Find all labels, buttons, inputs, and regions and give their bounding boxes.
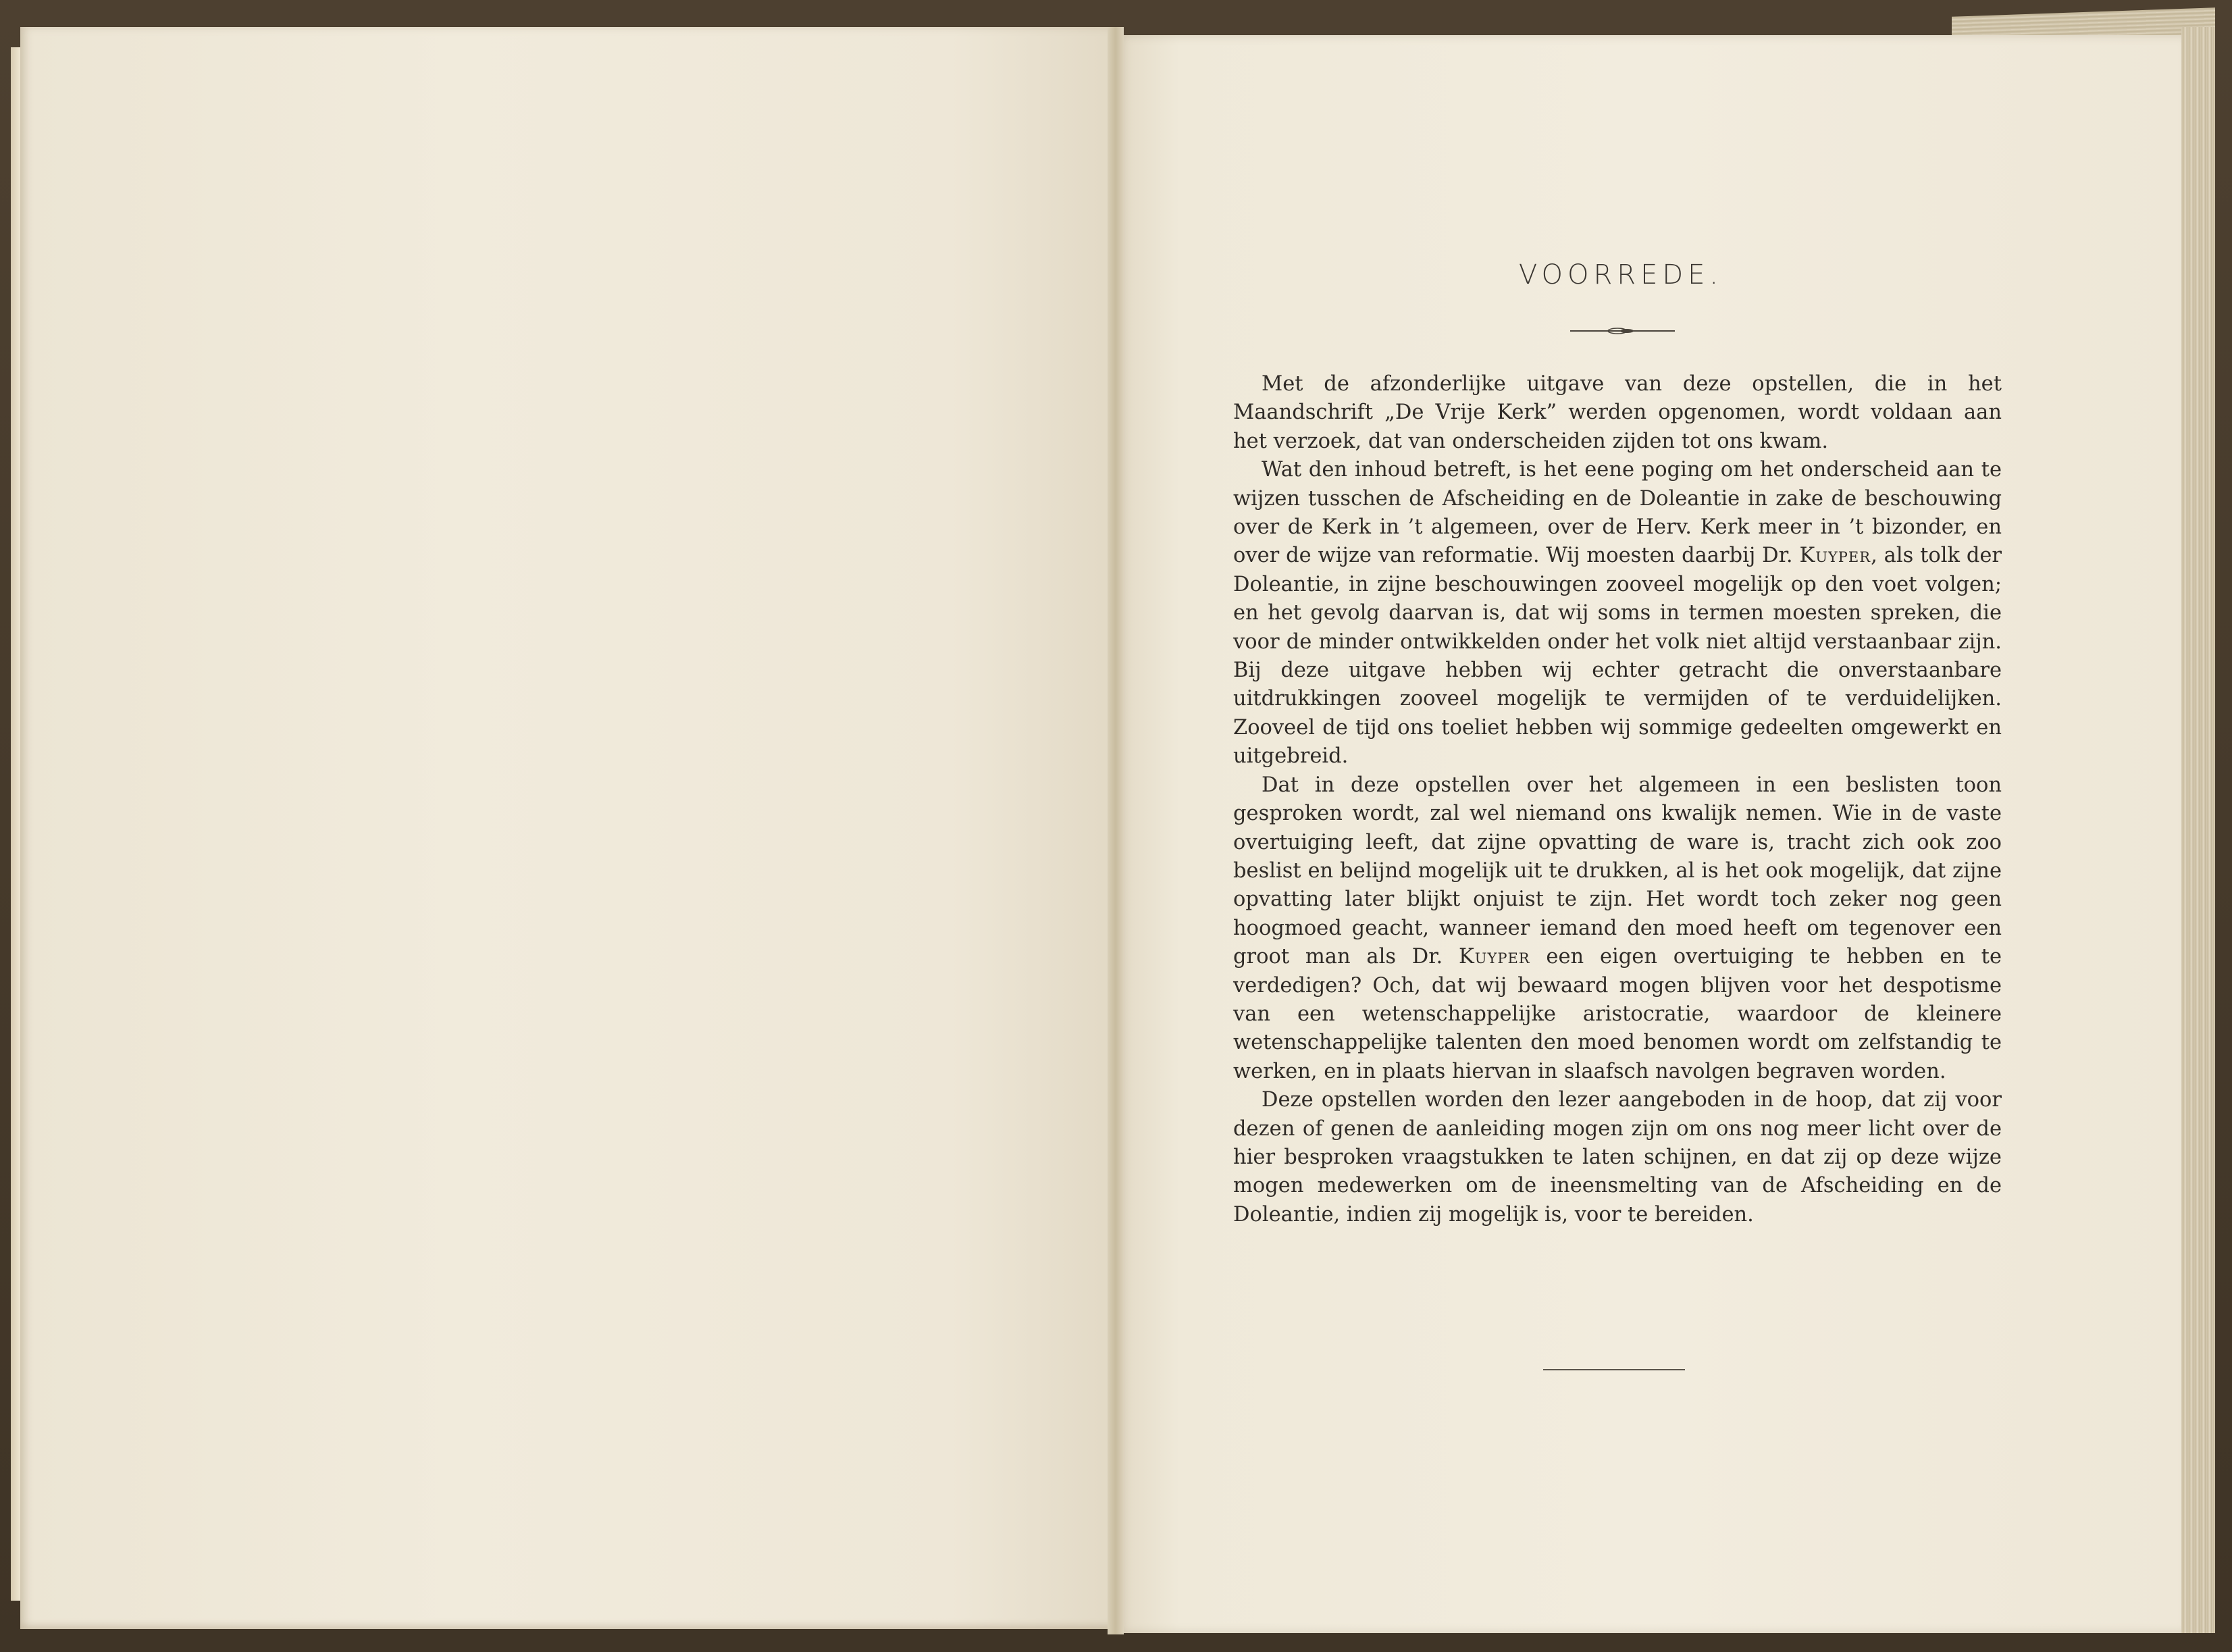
page-block-side-edges xyxy=(2181,27,2215,1633)
preface-text xyxy=(1233,370,2002,1229)
title-ornament-divider xyxy=(1570,324,1675,338)
paragraph-4: Deze opstellen worden den lezer aangeboden in de hoop, dat zij voor dezen of genen de aanleiding mogen zijn om ons nog meer licht over de hier besproken vraagstukken te laten schijnen, en dat zij op deze wijze mogen medewerken om de ineensmelting van de Afscheiding en de Doleantie, indien zij mogelijk is, voor te bereiden. xyxy=(1233,1088,2002,1227)
author-name-kuyper: Kuyper xyxy=(1458,945,1530,969)
paragraph-3: Dat in deze opstellen over het algemeen in een beslisten toon gesproken wordt, zal wel niemand ons kwalijk nemen. Wie in de vaste overtuiging leeft, dat zijne opvatting de ware is, tracht zich ook zoo beslist en belijnd mogelijk uit te drukken, al is het ook mogelijk, dat zijne opvatting later blijkt onjuist te zijn. Het wordt toch zeker nog geen hoogmoed geacht, wanneer iemand den moed heeft om tegenover een groot man als Dr. Kuyper een eigen overtuiging te hebben en te verdedigen? Och, dat wij bewaard mogen blijven voor het despotisme van een wetenschappelijke aristocratie, waardoor de kleinere wetenschappelijke talenten den moed benomen wordt om zelfstandig te werken, en in plaats hiervan in slaafsch navolgen begraven worden. xyxy=(1233,773,2002,1083)
author-name-kuyper: Kuyper xyxy=(1799,544,1871,568)
page-title: VOORREDE. xyxy=(1518,259,1723,290)
book-gutter xyxy=(1108,27,1124,1634)
paragraph-2: Wat den inhoud betreft, is het eene poging om het onderscheid aan te wijzen tusschen de Afscheiding en de Doleantie in zake de beschouwing over de Kerk in ’t algemeen, over de Herv. Kerk meer in ’t bizonder, en over de wijze van reformatie. Wij moesten daarbij Dr. Kuyper, als tolk der Doleantie, in zijne beschouwingen zooveel mogelijk op den voet volgen; en het gevolg daarvan is, dat wij soms in termen moesten spreken, die voor de minder ontwikkelden onder het volk niet altijd verstaanbaar zijn. Bij deze uitgave hebben wij echter getracht die onverstaanbare uitdrukkingen zooveel mogelijk te vermijden of te verduidelijken. Zooveel de tijd ons toeliet hebben wij sommige gedeelten omgewerkt en uitgebreid. xyxy=(1233,458,2002,769)
closing-rule-divider xyxy=(1543,1369,1685,1370)
left-page-blank xyxy=(20,27,1118,1629)
paragraph-1: Met de afzonderlijke uitgave van deze opstellen, die in het Maandschrift „De Vrije Kerk” werden opgenomen, wordt voldaan aan het verzoek, dat van onderscheiden zijden tot ons kwam. xyxy=(1233,372,2002,453)
